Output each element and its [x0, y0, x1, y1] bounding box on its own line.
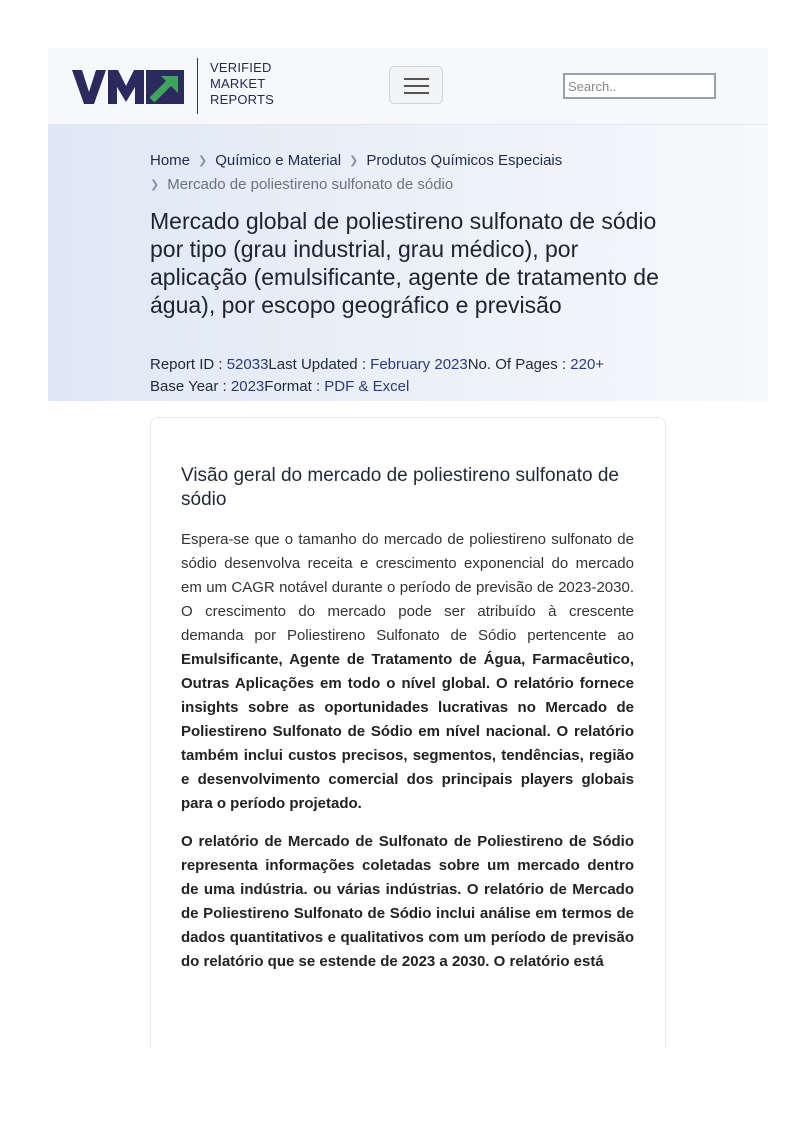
hamburger-icon-bar: [404, 85, 429, 87]
last-updated-value: February 2023: [370, 356, 468, 373]
vmr-logo-mark: [72, 68, 184, 106]
hamburger-icon-bar: [404, 78, 429, 80]
breadcrumb-current: Mercado de poliestireno sulfonato de sódio: [167, 176, 454, 193]
top-navbar: [48, 48, 768, 125]
breadcrumb-link-specialty[interactable]: Produtos Químicos Especiais: [366, 152, 563, 169]
breadcrumb-link-home[interactable]: Home: [150, 152, 191, 169]
report-id-label: Report ID :: [150, 356, 227, 373]
logo-line: MARKET: [210, 76, 266, 91]
search-input[interactable]: [563, 73, 716, 99]
chevron-right-icon: ❯: [150, 179, 160, 191]
chevron-right-icon: ❯: [198, 155, 208, 167]
meta-row: [150, 354, 670, 376]
page: [48, 48, 768, 1048]
base-year-value: 2023: [230, 378, 265, 395]
logo-line: VERIFIED: [210, 60, 272, 75]
overview-card: [150, 417, 666, 1048]
base-year-label: Base Year :: [150, 378, 231, 395]
format-label: Format :: [264, 378, 325, 395]
paragraph-text: Espera-se que o tamanho do mercado de poliestireno sulfonato de sódio desenvolva receita e crescimento exponencial do mercado em um CAGR notável durante o período de previsão de 2023-2030. O crescimento do mercado pode ser atribuído à crescente demanda por Poliestireno Sulfonato de Sódio pertencente ao: [181, 531, 634, 644]
overview-heading: Visão geral do mercado de poliestireno sulfonato de sódio: [181, 465, 619, 510]
overview-paragraph: [181, 528, 634, 816]
hamburger-icon-bar: [404, 92, 429, 94]
chevron-right-icon: ❯: [349, 155, 359, 167]
meta-row: [150, 376, 670, 398]
logo-line: REPORTS: [210, 92, 275, 107]
report-meta: [150, 354, 670, 398]
overview-paragraph: [181, 830, 634, 974]
page-title: Mercado global de poliestireno sulfonato de sódio por tipo (grau industrial, grau médico), por aplicação (emulsificante, agente de tratamento de água), por escopo geográfico e previsão: [150, 208, 659, 318]
format-value: PDF & Excel: [324, 378, 410, 395]
pages-value: 220+: [570, 356, 605, 373]
report-hero: [48, 125, 768, 401]
hamburger-menu-button[interactable]: [389, 66, 443, 104]
logo-divider: [197, 58, 198, 114]
breadcrumb: [150, 149, 670, 197]
paragraph-bold-text: O relatório de Mercado de Sulfonato de Poliestireno de Sódio representa informações coletadas sobre um mercado dentro de uma indústria. ou várias indústrias. O relatório de Mercado de Poliestireno Sulfonato de Sódio inclui análise em termos de dados quantitativos e qualitativos com um período de previsão do relatório que se estende de 2023 a 2030. O relatório está: [181, 833, 634, 970]
pages-label: No. Of Pages :: [467, 356, 571, 373]
breadcrumb-link-chemical[interactable]: Químico e Material: [215, 152, 342, 169]
overview-body: [181, 528, 634, 988]
paragraph-bold-text: Emulsificante, Agente de Tratamento de Água, Farmacêutico, Outras Aplicações em todo o nível global. O relatório fornece insights sobre as oportunidades lucrativas no Mercado de Poliestireno Sulfonato de Sódio em nível nacional. O relatório também inclui custos precisos, segmentos, tendências, região e desenvolvimento comercial dos principais players globais para o período projetado.: [181, 651, 634, 812]
last-updated-label: Last Updated :: [268, 356, 371, 373]
vmr-logo[interactable]: [72, 68, 184, 111]
logo-wordmark: [210, 60, 274, 108]
report-id-value: 52033: [226, 356, 269, 373]
